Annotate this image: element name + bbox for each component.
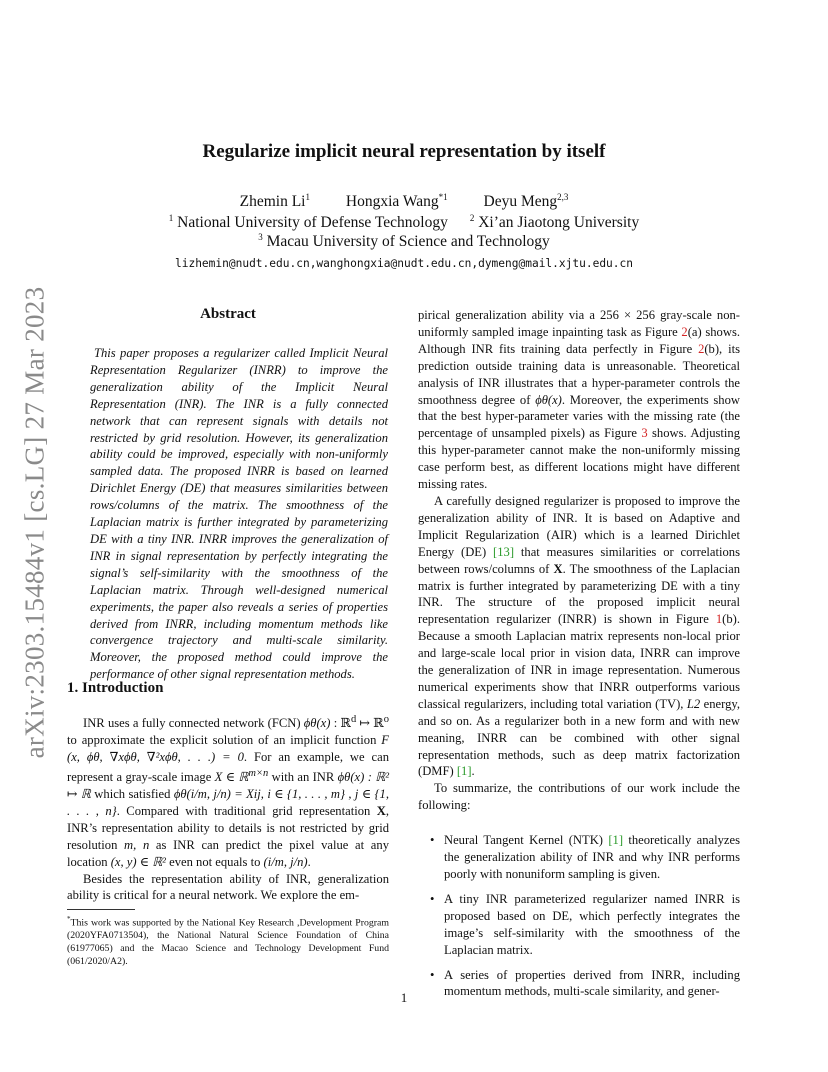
author-list [0, 193, 808, 211]
figure-link[interactable]: 1 [715, 612, 723, 627]
author: Zhemin Li$^1$ [239, 191, 310, 210]
citation-link[interactable]: [13] [493, 544, 515, 559]
author: Deyu Meng$^{2,3}$ [483, 191, 569, 210]
arxiv-identifier-stamp [20, 282, 50, 762]
abstract-heading: Abstract [200, 306, 256, 322]
affiliation: National University of Defense Technology [177, 214, 448, 231]
abstract-text: This paper proposes a regularizer called Implicit Neural Representation Regularizer (INRR) to improve the generalization ability of the Implicit Neural Representation (INR). The INR is a fully connected network that can represent signals with details not restricted by grid resolution. However, its generalization ability could be improved, especially with non-uniformly sampled data. The proposed INRR is based on learned Dirichlet Energy (DE) that measures similarities between rows/columns of the matrix. The smoothness of the Laplacian matrix is further integrated by parameterizing DE with a tiny INR. INRR improves the generalization of INR in signal representation by perfectly integrating the signal’s self-similarity with the smoothness of the Laplacian matrix. Through well-designed numerical experiments, the paper also reveals a series of properties derived from INRR, including momentum methods like convergence trajectory and multi-scale similarity. Moreover, the proposed method could improve the performance of other signal representation methods. [90, 346, 388, 682]
figure-link[interactable]: 2 [698, 341, 705, 356]
paper-title: Regularize implicit neural representation by itself [202, 141, 606, 162]
introduction-body [67, 712, 389, 904]
paragraph: A carefully designed regularizer is proposed to improve the generalization ability of INR. It is based on Adaptive and Implicit Regularization (AIR) which is a learned Dirichlet Energy (DE) [13] that measures similarities or correlations between rows/columns of X. The smoothness of the Laplacian matrix is further integrated by parameterizing DE with a tiny INR. The structure of the proposed implicit neural representation regularizer (INRR) is shown in Figure 1(b). Because a smooth Laplacian matrix represents non-local prior and large-scale local prior in vision data, INRR can improve the generalization of INR in image representation. Numerous numerical experiments show that INRR outperforms various classical regularizers, including total variation (TV), L2 energy, and so on. As a regularizer both in a new form and with new meaning, INRR can be combined with other signal representation methods, such as deep matrix factorization (DMF) [1]. [418, 493, 741, 779]
right-column-body [418, 307, 740, 1008]
paragraph: pirical generalization ability via a 256 × 256 gray-scale non-uniformly sampled image inpainting task as Figure 2(a) shows. Although INR fits training data perfectly in Figure 2(b), its prediction outside training data is unreasonable. Theoretical analysis of INR illustrates that a hyper-parameter controls the smoothness degree of ϕθ(x). Moreover, the experiments show that the best hyper-parameter varies with the missing rate (the percentage of unsampled pixels) as Figure 3 shows. Adjusting this hyper-parameter cannot make the non-uniformly missing case perform best, as different locations might have different missing rates. [418, 308, 741, 492]
figure-link[interactable]: 3 [641, 426, 648, 441]
footnote: *This work was supported by the National Key Research ,Development Program (2020YFA0713504), the National Natural Science Foundation of China (61977065) and the Macao Science and Technology Development Fund (061/2020/A2). [67, 915, 389, 968]
figure-link[interactable]: 2 [681, 324, 688, 339]
affiliation: Macau University of Science and Technology [266, 233, 550, 250]
paragraph: To summarize, the contributions of our work include the following: [418, 781, 740, 813]
author: Hongxia Wang$^{*1}$ [345, 191, 448, 210]
affiliations-line-2: $^3$ Macau University of Science and Technology [258, 231, 550, 250]
list-item: • A series of properties derived from INRR, including momentum methods, multi-scale similarity, and gener- [418, 967, 740, 1001]
footnote-divider [67, 909, 135, 910]
page-number: 1 [400, 990, 408, 1005]
contributions-list [418, 832, 740, 1000]
paragraph: Besides the representation ability of INR, generalization ability is critical for a neural network. We explore the em- [67, 871, 389, 903]
citation-link[interactable]: [1] [608, 833, 624, 848]
author-emails[interactable]: lizhemin@nudt.edu.cn,wanghongxia@nudt.edu.cn,dymeng@mail.xjtu.edu.cn [174, 257, 633, 270]
paragraph: INR uses a fully connected network (FCN) ϕθ(x) : ℝ$^d$ ↦ ℝ$^o$ to approximate the explicit solution of an implicit function F (x, ϕθ, ∇xϕθ, ∇²xϕθ, . . .) = 0. For an example, we can represent a gray-scale image X ∈ ℝ$^{m\times n}$ with an INR ϕθ(x) : ℝ² ↦ ℝ which satisfied ϕθ(i/m, j/n) = Xij, i ∈ {1, . . . , m} , j ∈ {1, . . . , n}. Compared with traditional grid representation X, INR’s representation ability to details is not restricted by grid resolution m, n as INR can predict the pixel value at any location (x, y) ∈ ℝ² even not equals to (i/m, j/n). [67, 714, 390, 869]
list-item: • A tiny INR parameterized regularizer named INRR is proposed based on DE, which perfectly integrates the image’s self-similarity with the smoothness of the Laplacian matrix. [418, 891, 740, 959]
arxiv-stamp-text: arXiv:2303.15484v1 [cs.LG] 27 Mar 2023 [19, 286, 50, 758]
affiliations-line-1: $^1$ National University of Defense Technology $^2$ Xi’an Jiaotong University [168, 212, 640, 231]
list-item: • Neural Tangent Kernel (NTK) [1] theoretically analyzes the generalization ability of INR and why INR performs poorly with nonuniform sampling is given. [418, 832, 740, 883]
section-heading-introduction: 1. Introduction [67, 680, 164, 696]
citation-link[interactable]: [1] [456, 764, 472, 779]
affiliation: Xi’an Jiaotong University [478, 214, 640, 231]
